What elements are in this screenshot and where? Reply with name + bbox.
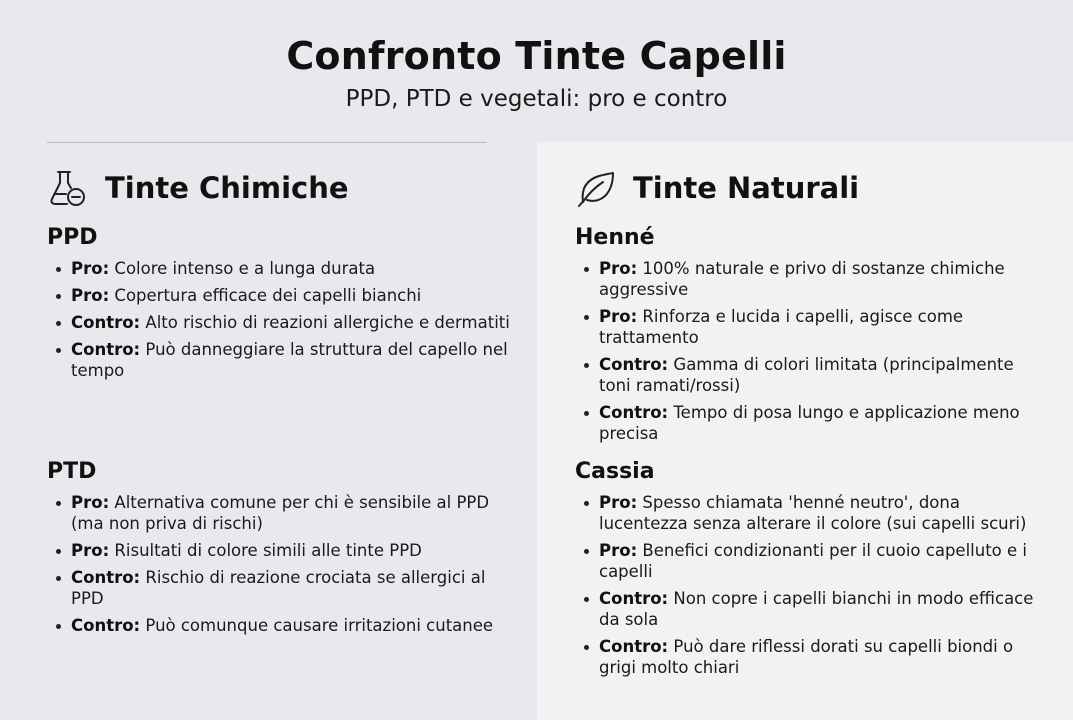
section-ptd (47, 459, 517, 642)
page-subtitle: PPD, PTD e vegetali: pro e contro (345, 86, 728, 112)
list-item: Pro: Spesso chiamata 'henné neutro', dona lucentezza senza alterare il colore (sui capelli scuri) (575, 492, 1050, 534)
list-item: Pro: Copertura efficace dei capelli bianchi (47, 285, 517, 306)
section-title: Cassia (575, 459, 655, 484)
bullet-list (575, 492, 1050, 678)
list-item: Contro: Rischio di reazione crociata se allergici al PPD (47, 567, 517, 609)
page-title: Confronto Tinte Capelli (286, 34, 787, 78)
section-henne (575, 225, 1050, 450)
section-title: PPD (47, 225, 98, 250)
list-item: Contro: Alto rischio di reazioni allergiche e dermatiti (47, 312, 517, 333)
bullet-list (47, 492, 517, 636)
section-title: Henné (575, 225, 655, 250)
list-item: Contro: Non copre i capelli bianchi in modo efficace da sola (575, 588, 1050, 630)
list-item: Contro: Tempo di posa lungo e applicazione meno precisa (575, 402, 1050, 444)
divider (47, 142, 487, 143)
bullet-list (575, 258, 1050, 444)
list-item: Pro: Colore intenso e a lunga durata (47, 258, 517, 279)
section-title: PTD (47, 459, 97, 484)
list-item: Pro: Benefici condizionanti per il cuoio capelluto e i capelli (575, 540, 1050, 582)
list-item: Contro: Gamma di colori limitata (principalmente toni ramati/rossi) (575, 354, 1050, 396)
natural-dyes-column (575, 165, 1050, 677)
chemical-dyes-column (47, 165, 517, 635)
list-item: Pro: Rinforza e lucida i capelli, agisce come trattamento (575, 306, 1050, 348)
column-header (47, 165, 517, 211)
section-ppd (47, 225, 517, 387)
section-cassia (575, 459, 1050, 684)
column-title: Tinte Chimiche (105, 171, 349, 205)
list-item: Pro: Alternativa comune per chi è sensibile al PPD (ma non priva di rischi) (47, 492, 517, 534)
bullet-list (47, 258, 517, 381)
list-item: Pro: Risultati di colore simili alle tinte PPD (47, 540, 517, 561)
flask-icon (47, 166, 91, 210)
column-header (575, 165, 1050, 211)
leaf-icon (575, 166, 619, 210)
list-item: Contro: Può dare riflessi dorati su capelli biondi o grigi molto chiari (575, 636, 1050, 678)
column-title: Tinte Naturali (633, 171, 860, 205)
list-item: Contro: Può comunque causare irritazioni cutanee (47, 615, 517, 636)
list-item: Contro: Può danneggiare la struttura del capello nel tempo (47, 339, 517, 381)
list-item: Pro: 100% naturale e privo di sostanze chimiche aggressive (575, 258, 1050, 300)
